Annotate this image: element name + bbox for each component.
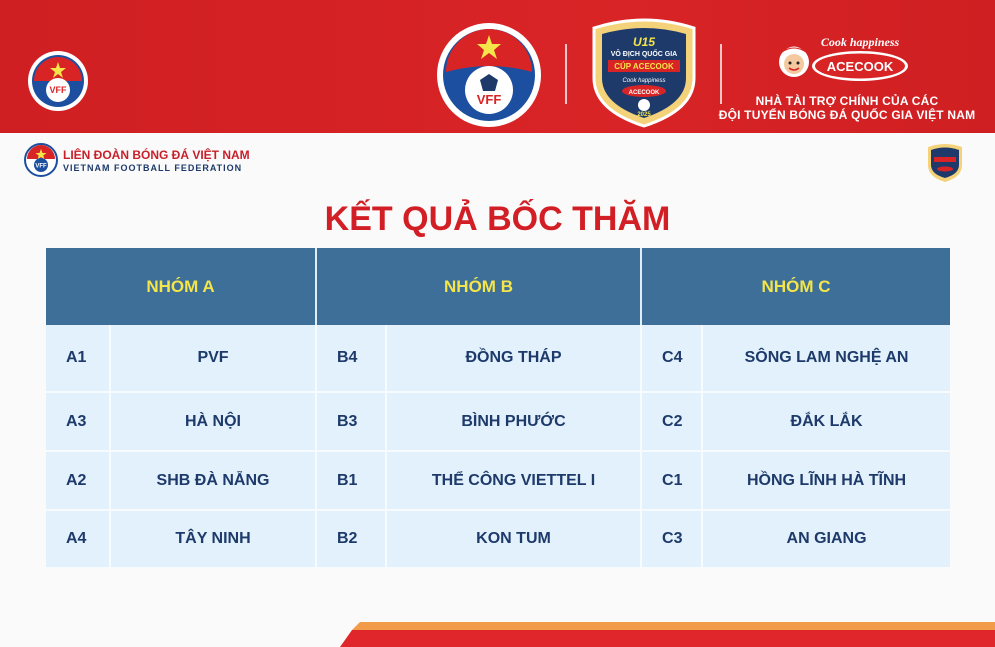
page-title: KẾT QUẢ BỐC THĂM bbox=[324, 200, 671, 238]
team-name: HỒNG LĨNH HÀ TĨNH bbox=[702, 451, 950, 510]
team-code: A3 bbox=[46, 392, 110, 451]
federation-name: LIÊN ĐOÀN BÓNG ĐÁ VIỆT NAM bbox=[63, 148, 250, 162]
cup-acecook-badge bbox=[590, 18, 698, 128]
vff-logo-large bbox=[436, 22, 542, 128]
team-name: AN GIANG bbox=[702, 510, 950, 568]
group-c-header: NHÓM C bbox=[641, 248, 950, 325]
team-name: BÌNH PHƯỚC bbox=[386, 392, 641, 451]
team-name: TÂY NINH bbox=[110, 510, 316, 568]
team-code: A4 bbox=[46, 510, 110, 568]
cup-logo-tagline: Cook happiness bbox=[622, 78, 666, 84]
team-code: C1 bbox=[641, 451, 702, 510]
team-code: C3 bbox=[641, 510, 702, 568]
table-row bbox=[46, 451, 950, 510]
vff-logo-small bbox=[27, 50, 89, 112]
team-name: ĐỒNG THÁP bbox=[386, 325, 641, 392]
federation-subtitle: VIETNAM FOOTBALL FEDERATION bbox=[63, 163, 243, 173]
team-code: B2 bbox=[316, 510, 386, 568]
team-name: KON TUM bbox=[386, 510, 641, 568]
cup-logo-year: 2025 bbox=[637, 112, 651, 118]
team-name: PVF bbox=[110, 325, 316, 392]
table-row bbox=[46, 325, 950, 392]
cup-logo-brand: ACECOOK bbox=[628, 90, 660, 96]
team-code: A1 bbox=[46, 325, 110, 392]
vff-logo-small-text: VFF bbox=[49, 85, 67, 95]
team-code: B3 bbox=[316, 392, 386, 451]
team-name: HÀ NỘI bbox=[110, 392, 316, 451]
sponsor-line-2: ĐỘI TUYỂN BÓNG ĐÁ QUỐC GIA VIỆT NAM bbox=[718, 108, 976, 122]
cup-logo-u15: U15 bbox=[632, 35, 656, 49]
team-code: A2 bbox=[46, 451, 110, 510]
federation-logo bbox=[24, 143, 58, 177]
acecook-brand: ACECOOK bbox=[826, 59, 894, 74]
header-banner bbox=[0, 0, 995, 133]
sponsor-line-1: NHÀ TÀI TRỢ CHÍNH CỦA CÁC bbox=[755, 94, 939, 108]
table-header-row bbox=[46, 248, 950, 325]
group-a-header: NHÓM A bbox=[46, 248, 316, 325]
cup-logo-vdqg: VÔ ĐỊCH QUỐC GIA bbox=[610, 51, 678, 58]
team-name: SHB ĐÀ NẴNG bbox=[110, 451, 316, 510]
acecook-tagline: Cook happiness bbox=[820, 35, 900, 49]
table-row bbox=[46, 392, 950, 451]
vff-logo-large-text: VFF bbox=[476, 92, 502, 107]
cup-acecook-mini-badge bbox=[926, 143, 964, 183]
cup-logo-cup-name: CÚP ACECOOK bbox=[614, 62, 674, 71]
team-code: B4 bbox=[316, 325, 386, 392]
team-code: C4 bbox=[641, 325, 702, 392]
acecook-logo bbox=[778, 34, 914, 90]
federation-logo-text: VFF bbox=[35, 163, 47, 170]
table-row bbox=[46, 510, 950, 568]
divider-left bbox=[565, 44, 567, 104]
team-name: THỂ CÔNG VIETTEL I bbox=[386, 451, 641, 510]
team-code: B1 bbox=[316, 451, 386, 510]
team-name: SÔNG LAM NGHỆ AN bbox=[702, 325, 950, 392]
bottom-decorative-stripe bbox=[0, 618, 995, 647]
team-name: ĐẮK LẮK bbox=[702, 392, 950, 451]
draw-results-table bbox=[46, 248, 950, 569]
group-b-header: NHÓM B bbox=[316, 248, 641, 325]
team-code: C2 bbox=[641, 392, 702, 451]
